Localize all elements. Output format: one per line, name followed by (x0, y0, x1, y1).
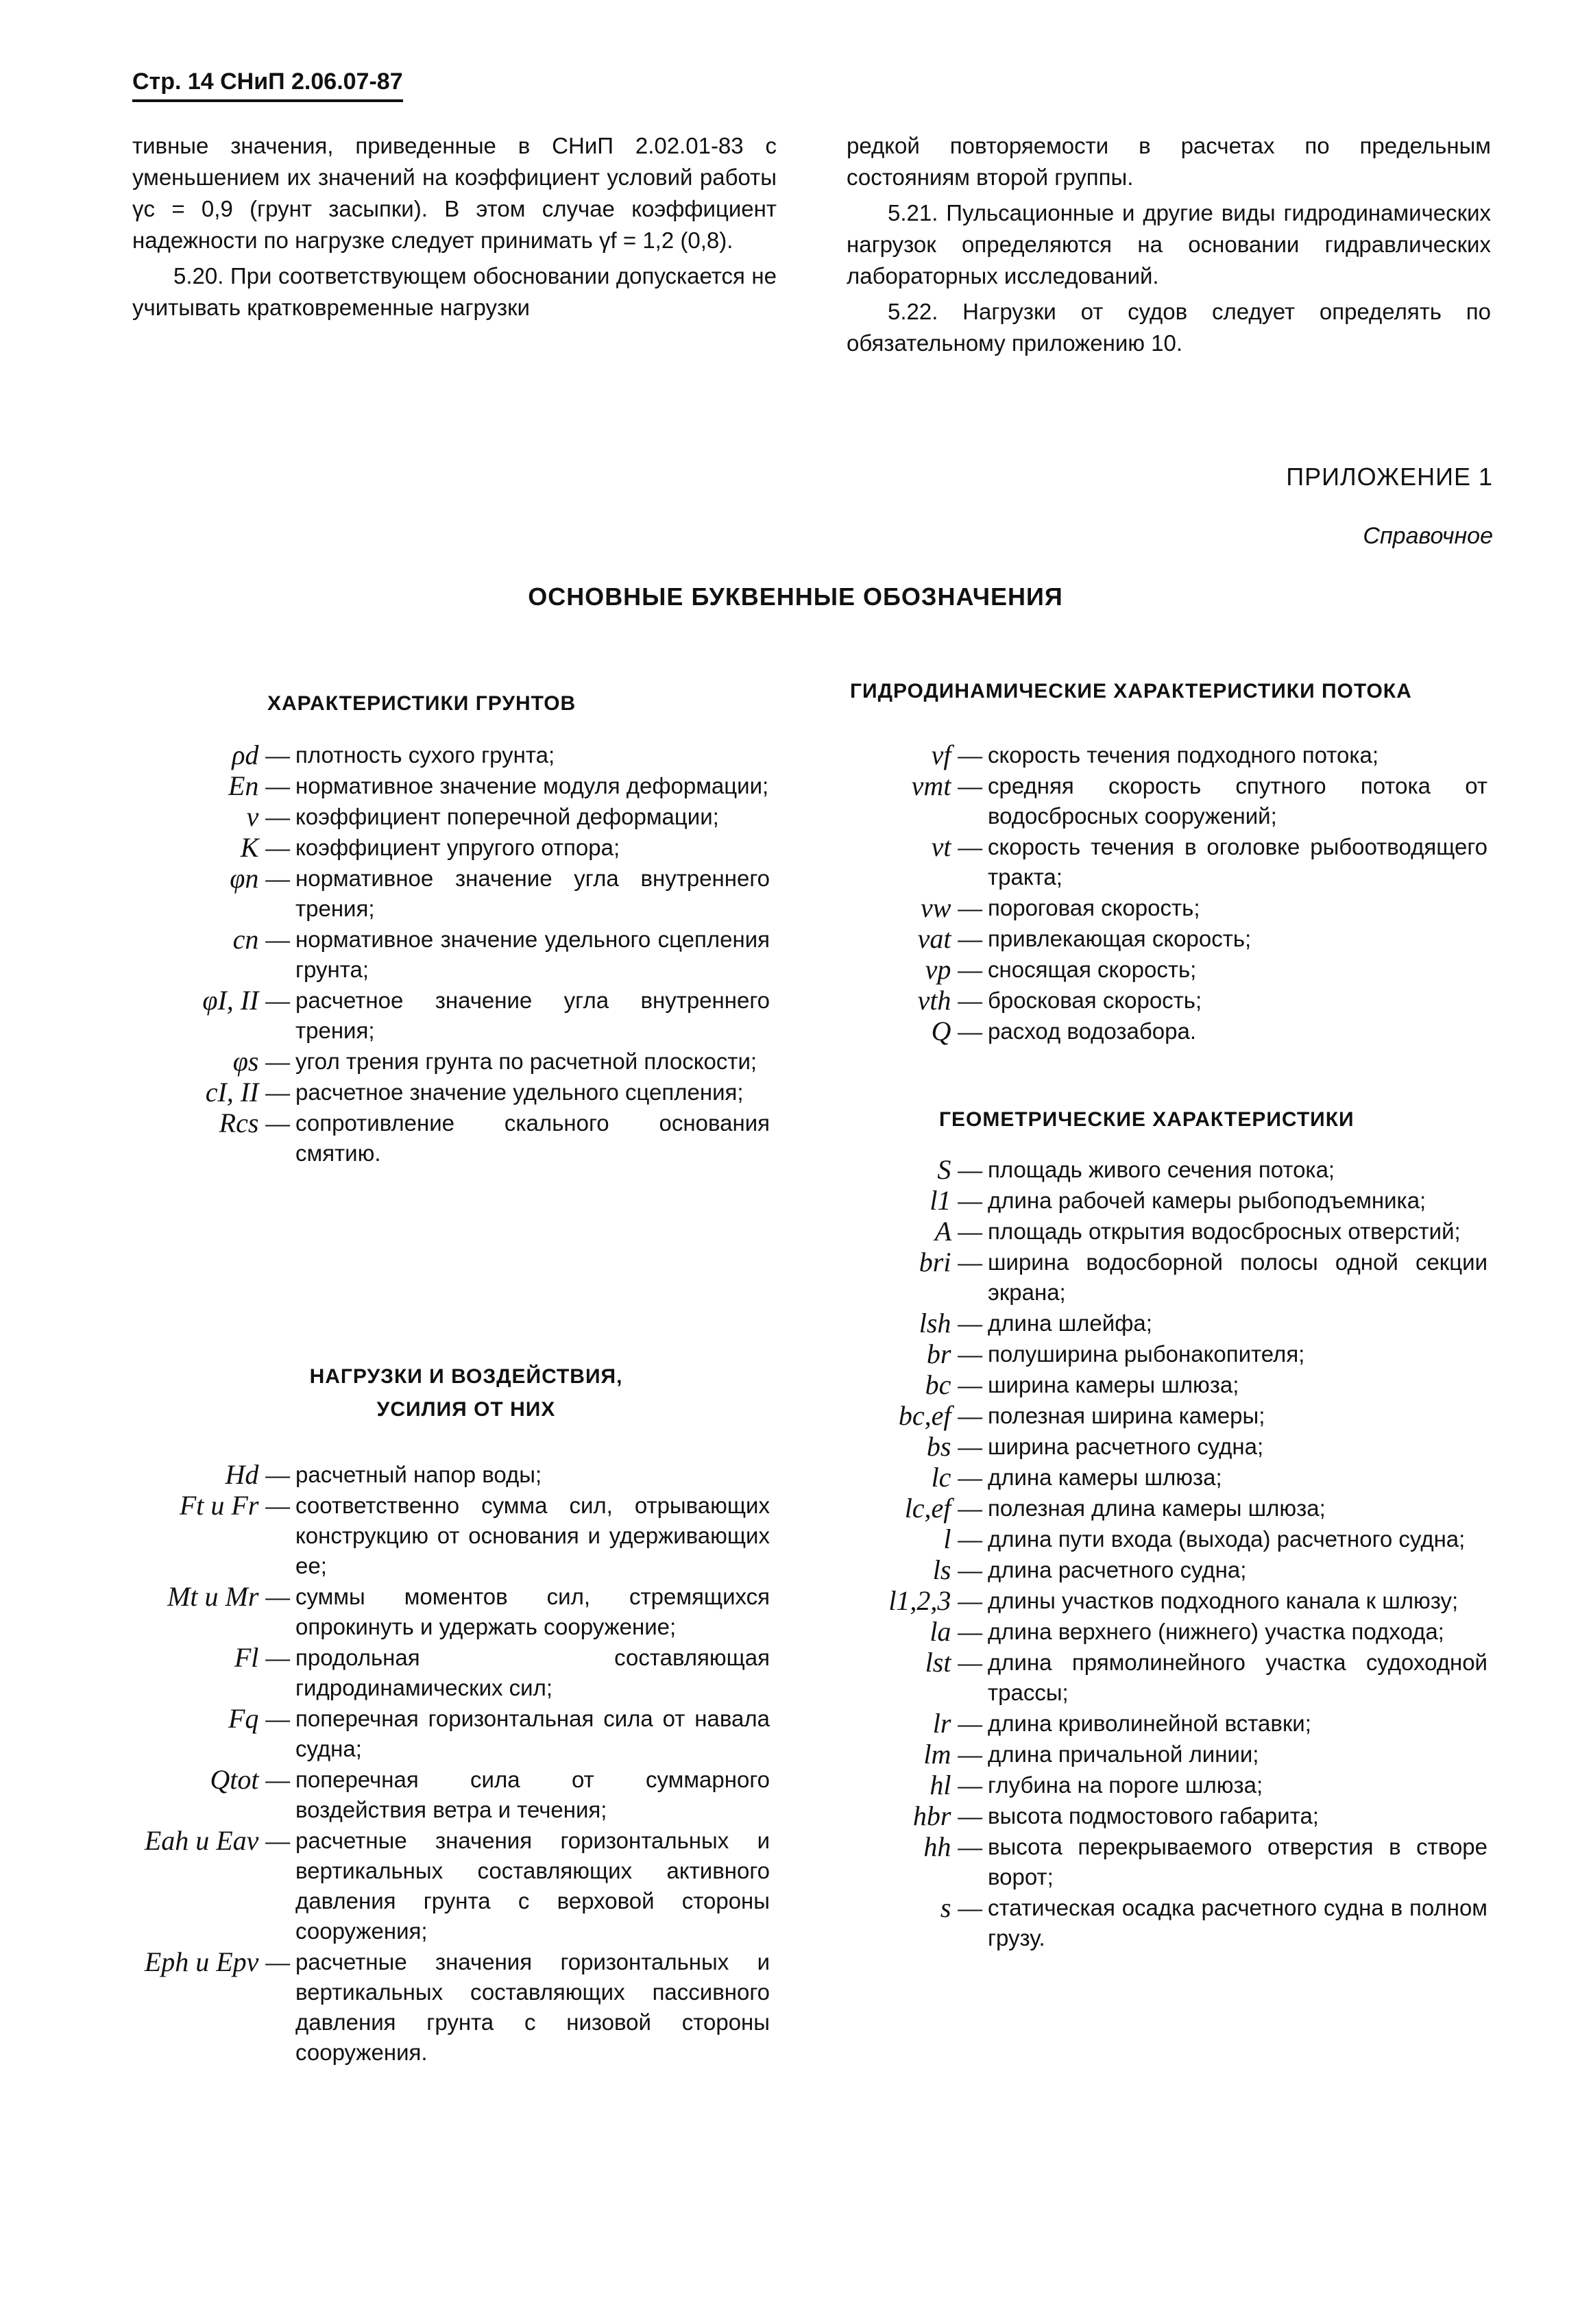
definition-text: средняя скорость спутного потока от водосбросных сооружений; (988, 773, 1487, 829)
appendix-kind: Справочное (1363, 523, 1493, 549)
definition-item (792, 771, 1487, 831)
symbol: vmt — (911, 770, 982, 801)
definition-text: ширина водосборной полосы одной секции экрана; (988, 1249, 1487, 1305)
definition-item (792, 924, 1487, 954)
symbol: cI, II — (205, 1077, 290, 1108)
definition-item (792, 1586, 1487, 1616)
symbol: Fl — (234, 1642, 290, 1673)
symbol: vw — (921, 892, 982, 923)
definition-item (792, 1016, 1487, 1047)
symbol: lst — (925, 1647, 982, 1678)
intro-paragraph: тивные значения, приведенные в СНиП 2.02.01-83 с уменьшением их значений на коэффициент условий работы γc = 0,9 (грунт засыпки). В этом случае коэффициент надежности по нагрузке следует принимать γf = 1,2 (0,8). (132, 133, 777, 253)
appendix-title: ОСНОВНЫЕ БУКВЕННЫЕ ОБОЗНАЧЕНИЯ (528, 583, 1063, 611)
definition-item (792, 1739, 1487, 1770)
definition-item (132, 1108, 770, 1169)
definition-item (132, 1643, 770, 1703)
symbol: φn — (230, 863, 290, 894)
definition-item (132, 1491, 770, 1581)
definition-text: расчетный напор воды; (295, 1462, 542, 1487)
symbol: ls — (932, 1554, 982, 1585)
definition-text: полуширина рыбонакопителя; (988, 1341, 1305, 1367)
symbol: lsh — (919, 1308, 982, 1338)
symbol: Mt и Mr — (167, 1581, 290, 1612)
definition-text: поперечная горизонтальная сила от навала судна; (295, 1706, 770, 1761)
geom-definitions (792, 1155, 1487, 1954)
definition-item (132, 1765, 770, 1825)
definition-text: длина расчетного судна; (988, 1557, 1247, 1582)
symbol: vf — (931, 739, 982, 770)
definition-text: расчетные значения горизонтальных и вертикальных составляющих пассивного давления грунта с низовой стороны сооружения. (295, 1949, 770, 2065)
definition-text: суммы моментов сил, стремящихся опрокинуть и удержать сооружение; (295, 1584, 770, 1639)
symbol: φs — (232, 1046, 290, 1077)
section-title-soil: ХАРАКТЕРИСТИКИ ГРУНТОВ (267, 692, 576, 715)
definition-text: ширина расчетного судна; (988, 1434, 1264, 1459)
definition-item (792, 832, 1487, 892)
definition-text: полезная длина камеры шлюза; (988, 1495, 1326, 1521)
definition-item (132, 864, 770, 924)
symbol: bri — (919, 1247, 982, 1277)
clause-5-21: 5.21. Пульсационные и другие виды гидродинамических нагрузок определяются на основании гидравлических лабораторных исследований. (847, 200, 1491, 289)
definition-item (792, 1770, 1487, 1800)
symbol: K — (240, 832, 290, 863)
symbol: bs — (926, 1431, 982, 1462)
clause-5-22: 5.22. Нагрузки от судов следует определять по обязательному приложению 10. (847, 299, 1491, 356)
definition-text: полезная ширина камеры; (988, 1403, 1265, 1428)
definition-text: поперечная сила от суммарного воздействия ветра и течения; (295, 1767, 770, 1822)
definition-item (792, 1893, 1487, 1953)
definition-text: длина причальной линии; (988, 1741, 1259, 1767)
symbol: lc — (931, 1462, 982, 1493)
definition-item (792, 1648, 1487, 1708)
definition-item (792, 1401, 1487, 1431)
definition-item (132, 833, 770, 863)
symbol: A — (934, 1216, 982, 1247)
symbol: l1,2,3 — (888, 1585, 982, 1616)
definition-text: площадь открытия водосбросных отверстий; (988, 1219, 1461, 1244)
loads-definitions (132, 1460, 770, 2068)
symbol: Q — (931, 1016, 982, 1047)
definition-item (792, 1617, 1487, 1647)
definition-text: статическая осадка расчетного судна в полном грузу. (988, 1895, 1487, 1950)
definition-text: глубина на пороге шлюза; (988, 1772, 1263, 1798)
symbol: Eah и Eav — (144, 1825, 290, 1856)
symbol: la — (930, 1616, 982, 1647)
definition-text: скорость течения подходного потока; (988, 742, 1379, 768)
symbol: hl — (930, 1770, 982, 1800)
section-title-loads-line2: УСИЛИЯ ОТ НИХ (376, 1398, 556, 1421)
intro-left-column (132, 130, 777, 328)
symbol: Qtot — (210, 1764, 290, 1795)
definition-text: площадь живого сечения потока; (988, 1157, 1335, 1182)
appendix-label: ПРИЛОЖЕНИЕ 1 (1286, 463, 1493, 491)
definition-text: коэффициент упругого отпора; (295, 835, 620, 860)
symbol: ρd — (232, 739, 290, 770)
definition-item (792, 1247, 1487, 1308)
definition-text: длина рабочей камеры рыбоподъемника; (988, 1188, 1426, 1213)
definition-item (792, 1216, 1487, 1247)
definition-text: длина верхнего (нижнего) участка подхода; (988, 1619, 1444, 1644)
definition-text: высота перекрываемого отверстия в створе ворот; (988, 1834, 1487, 1889)
symbol: φI, II — (202, 985, 290, 1016)
symbol: lr — (932, 1708, 982, 1739)
symbol: hbr — (912, 1800, 982, 1831)
definition-text: расчетные значения горизонтальных и вертикальных составляющих активного давления грунта с верховой стороны сооружения; (295, 1828, 770, 1944)
intro-paragraph: редкой повторяемости в расчетах по предельным состояниям второй группы. (847, 133, 1491, 190)
definition-text: длина шлейфа; (988, 1310, 1152, 1336)
symbol: Hd — (225, 1459, 290, 1490)
definition-text: длины участков подходного канала к шлюзу; (988, 1588, 1459, 1613)
definition-item (792, 1370, 1487, 1400)
definition-item (792, 1524, 1487, 1554)
definition-item (132, 925, 770, 985)
definition-item (792, 1186, 1487, 1216)
definition-item (792, 1463, 1487, 1493)
symbol: lc,ef — (904, 1493, 982, 1524)
definition-text: длина криволинейной вставки; (988, 1711, 1311, 1736)
symbol: Eph и Epv — (144, 1946, 290, 1977)
definition-text: высота подмостового габарита; (988, 1803, 1319, 1828)
definition-text: сносящая скорость; (988, 957, 1197, 982)
definition-text: привлекающая скорость; (988, 926, 1252, 951)
symbol: vat — (917, 923, 982, 954)
section-title-geom: ГЕОМЕТРИЧЕСКИЕ ХАРАКТЕРИСТИКИ (939, 1108, 1355, 1131)
section-title-loads-line1: НАГРУЗКИ И ВОЗДЕЙСТВИЯ, (309, 1365, 623, 1388)
page-header: Стр. 14 СНиП 2.06.07-87 (132, 69, 403, 102)
definition-item (132, 1704, 770, 1764)
definition-item (132, 1582, 770, 1642)
definition-text: коэффициент поперечной деформации; (295, 804, 719, 829)
definition-item (132, 1826, 770, 1946)
definition-item (132, 802, 770, 832)
definition-item (792, 1801, 1487, 1831)
definition-text: длина камеры шлюза; (988, 1465, 1222, 1490)
clause-5-20: 5.20. При соответствующем обосновании допускается не учитывать кратковременные нагрузки (132, 263, 777, 320)
definition-item (792, 955, 1487, 985)
symbol: En — (228, 770, 290, 801)
definition-text: длина пути входа (выхода) расчетного судна; (988, 1526, 1466, 1552)
definition-text: нормативное значение удельного сцепления грунта; (295, 927, 770, 982)
definition-item (792, 1432, 1487, 1462)
definition-item (132, 1077, 770, 1108)
definition-item (792, 1555, 1487, 1585)
definition-text: нормативное значение модуля деформации; (295, 773, 769, 798)
definition-text: скорость течения в оголовке рыбоотводящего тракта; (988, 834, 1487, 890)
definition-text: расчетное значение угла внутреннего трения; (295, 988, 770, 1043)
symbol: Rcs — (219, 1108, 290, 1138)
definition-item (792, 1832, 1487, 1892)
symbol: lm — (923, 1739, 982, 1770)
definition-text: плотность сухого грунта; (295, 742, 555, 768)
symbol: bc — (925, 1369, 982, 1400)
symbol: bc,ef — (898, 1400, 982, 1431)
section-title-loads (260, 1360, 672, 1426)
definition-text: продольная составляющая гидродинамических сил; (295, 1645, 770, 1700)
symbol: ν — (246, 801, 290, 832)
symbol: cn — (232, 924, 290, 955)
definition-item (132, 1460, 770, 1490)
definition-item (132, 771, 770, 801)
symbol: l — (943, 1524, 982, 1554)
symbol: Ft и Fr — (179, 1490, 290, 1521)
intro-right-column (847, 130, 1491, 363)
symbol: vth — (917, 985, 982, 1016)
symbol: hh — (923, 1831, 982, 1862)
definition-item (792, 1308, 1487, 1338)
definition-text: расход водозабора. (988, 1018, 1197, 1044)
symbol: S — (937, 1154, 982, 1185)
definition-item (792, 986, 1487, 1016)
definition-item (792, 1709, 1487, 1739)
definition-item (132, 740, 770, 770)
definition-item (132, 986, 770, 1046)
definition-text: расчетное значение удельного сцепления; (295, 1079, 744, 1105)
definition-text: ширина камеры шлюза; (988, 1372, 1239, 1397)
definition-text: соответственно сумма сил, отрывающих конструкцию от основания и удерживающих ее; (295, 1493, 770, 1578)
definition-text: длина прямолинейного участка судоходной трассы; (988, 1650, 1487, 1705)
definition-item (132, 1047, 770, 1077)
definition-text: нормативное значение угла внутреннего трения; (295, 866, 770, 921)
section-title-hydro: ГИДРОДИНАМИЧЕСКИЕ ХАРАКТЕРИСТИКИ ПОТОКА (850, 680, 1412, 702)
soil-definitions (132, 740, 770, 1169)
definition-text: пороговая скорость; (988, 895, 1200, 920)
definition-text: бросковая скорость; (988, 988, 1202, 1013)
definition-text: сопротивление скального основания смятию. (295, 1110, 770, 1166)
definition-item (792, 740, 1487, 770)
definition-item (792, 1339, 1487, 1369)
definition-item (792, 1155, 1487, 1185)
symbol: vp — (925, 954, 982, 985)
definition-item (792, 1493, 1487, 1524)
definition-text: угол трения грунта по расчетной плоскости; (295, 1049, 757, 1074)
symbol: l1 — (930, 1185, 982, 1216)
definition-item (132, 1947, 770, 2068)
definition-item (792, 893, 1487, 923)
symbol: s — (940, 1892, 982, 1923)
symbol: Fq — (228, 1703, 290, 1734)
symbol: br — (926, 1338, 982, 1369)
hydro-definitions (792, 740, 1487, 1047)
symbol: vt — (931, 831, 982, 862)
